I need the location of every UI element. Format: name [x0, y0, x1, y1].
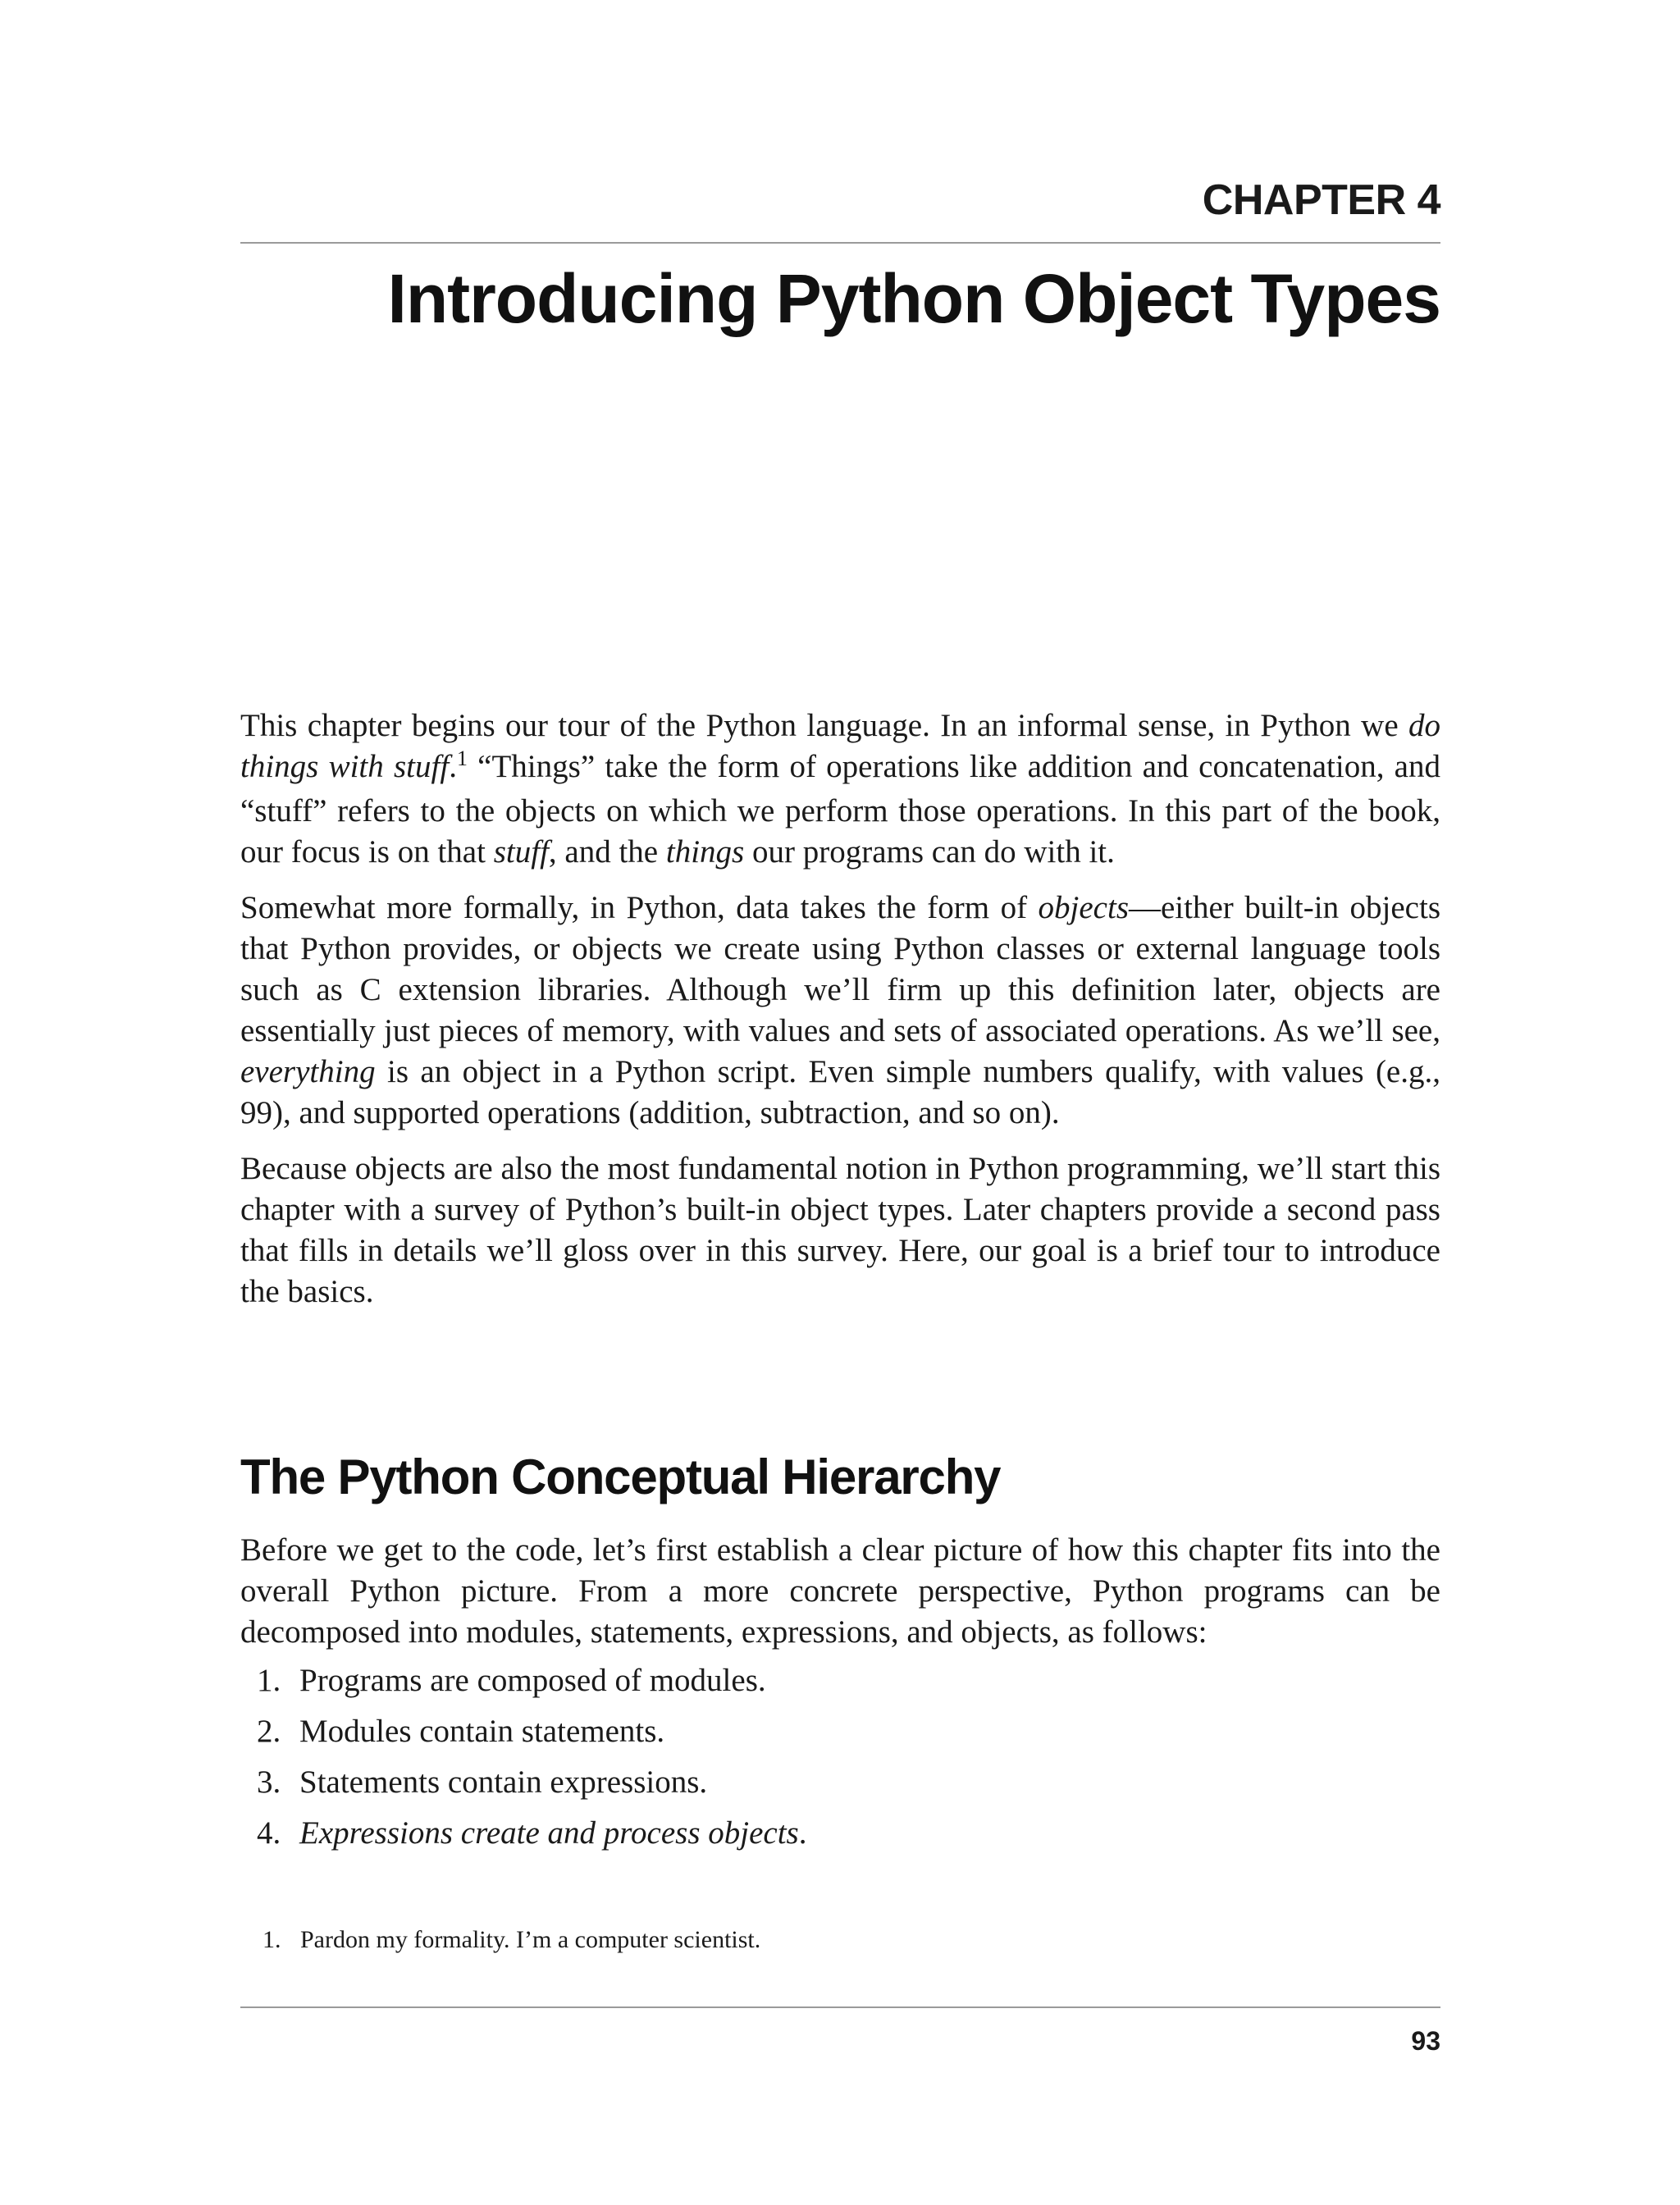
footnote-marker[interactable]: 1 — [456, 746, 468, 770]
footnote-number: 1. — [262, 1926, 281, 1953]
page-number: 93 — [1411, 2026, 1440, 2056]
chapter-title: Introducing Python Object Types — [387, 260, 1440, 337]
footnote — [262, 1926, 760, 1954]
footer-rule — [240, 2006, 1440, 2008]
intro-text — [240, 705, 1440, 1327]
footnote-text: Pardon my formality. I’m a computer scientist. — [300, 1926, 761, 1953]
intro-paragraph-2: Somewhat more formally, in Python, data takes the form of objects—either built-in objects that Python provides, or objects we create using Python classes or external language tools such as C extension libraries. Although we’ll firm up this definition later, objects are essentially just pieces of memory, with values and sets of associated operations. As we’ll see, everything is an object in a Python script. Even simple numbers qualify, with values (e.g., 99), and supported operations (addition, subtraction, and so on). — [240, 890, 1440, 1130]
list-item: 2. Modules contain statements. — [257, 1714, 665, 1749]
chapter-label: CHAPTER 4 — [1202, 176, 1440, 224]
chapter-rule — [240, 242, 1440, 244]
list-item: 1. Programs are composed of modules. — [257, 1663, 766, 1698]
section-paragraph: Before we get to the code, let’s first establish a clear picture of how this chapter fits into the overall Python picture. From a more concrete perspective, Python programs can be decomposed into modules, statements, expressions, and objects, as follows: — [240, 1532, 1440, 1650]
list-item: 3. Statements contain expressions. — [257, 1764, 708, 1800]
intro-paragraph-1: This chapter begins our tour of the Python language. In an informal sense, in Python we do things with stuff.$^1$ “Things” take the form of operations like addition and concatenation, and “stuff” refers to the objects on which we perform those operations. In this part of the book, our focus is on that stuff, and the things our programs can do with it. — [240, 708, 1440, 870]
hierarchy-list — [257, 1655, 1405, 1859]
section-heading: The Python Conceptual Hierarchy — [240, 1449, 1001, 1504]
section-text — [240, 1530, 1440, 1668]
list-item: 4. Expressions create and process objects. — [257, 1815, 807, 1851]
intro-paragraph-3: Because objects are also the most fundamental notion in Python programming, we’ll start this chapter with a survey of Python’s built-in object types. Later chapters provide a second pass that fills in details we’ll gloss over in this survey. Here, our goal is a brief tour to introduce the basics. — [240, 1151, 1440, 1309]
